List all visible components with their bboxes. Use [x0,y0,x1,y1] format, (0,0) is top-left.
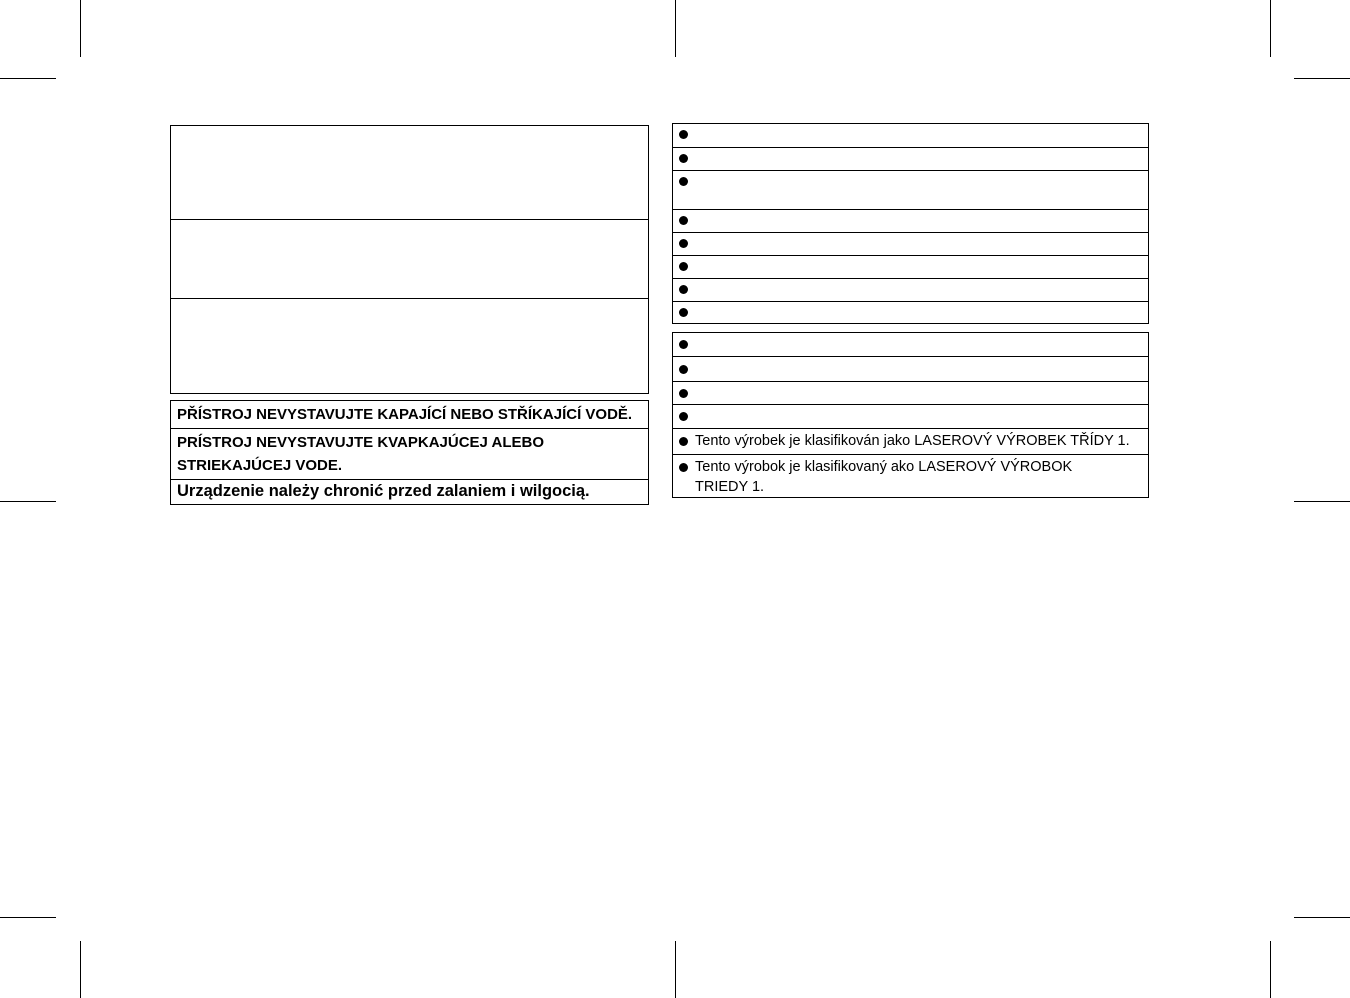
bullet-table-upper [672,123,1149,324]
list-item [673,124,1148,147]
list-item [673,404,1148,428]
list-item [673,209,1148,232]
caution-panel-divider [171,219,648,220]
bullet-icon [679,130,688,139]
crop-mark [0,917,56,918]
bullet-icon [679,389,688,398]
bullet-icon [679,177,688,186]
list-item [673,381,1148,404]
bullet-icon [679,216,688,225]
warning-pl-text: Urządzenie należy chronić przed zalaniem i wilgocią. [177,482,590,500]
warning-cs-text: PŘÍSTROJ NEVYSTAVUJTE KAPAJÍCÍ NEBO STŘÍKAJÍCÍ VODĚ. [177,406,633,423]
laser-notice-sk-line1: Tento výrobok je klasifikovaný ako LASEROVÝ VÝROBOK [695,459,1073,475]
list-item [673,356,1148,381]
crop-mark [1270,0,1271,57]
crop-mark [0,78,56,79]
crop-mark [675,941,676,998]
warning-sk-line2: STRIEKAJÚCEJ VODE. [177,457,343,474]
bullet-icon [679,365,688,374]
list-item [673,232,1148,255]
water-warning-panel [170,400,649,505]
crop-mark [80,0,81,57]
warning-cs [171,403,648,428]
list-item [673,278,1148,301]
list-item [673,255,1148,278]
list-item [673,301,1148,324]
bullet-icon [679,154,688,163]
laser-notice-cs-text: Tento výrobek je klasifikován jako LASEROVÝ VÝROBEK TŘÍDY 1. [695,433,1130,449]
list-item [673,147,1148,170]
laser-notice-sk [673,454,1148,498]
warning-pl [171,479,648,505]
list-item [673,333,1148,356]
crop-mark [1294,78,1350,79]
caution-panel-blank [170,125,649,394]
crop-mark [0,501,56,502]
list-item [673,170,1148,209]
bullet-icon [679,412,688,421]
laser-notice-cs [673,428,1148,454]
bullet-icon [679,437,688,446]
crop-mark [1294,917,1350,918]
laser-notice-sk-line2: TRIEDY 1. [695,479,765,495]
bullet-icon [679,285,688,294]
bullet-icon [679,308,688,317]
crop-mark [80,941,81,998]
bullet-icon [679,463,688,472]
warning-sk [171,428,648,479]
warning-sk-line1: PRÍSTROJ NEVYSTAVUJTE KVAPKAJÚCEJ ALEBO [177,434,545,451]
bullet-table-lower [672,332,1149,498]
bullet-icon [679,340,688,349]
bullet-icon [679,239,688,248]
crop-mark [675,0,676,57]
bullet-icon [679,262,688,271]
caution-panel-divider [171,298,648,299]
crop-mark [1270,941,1271,998]
crop-mark [1294,501,1350,502]
